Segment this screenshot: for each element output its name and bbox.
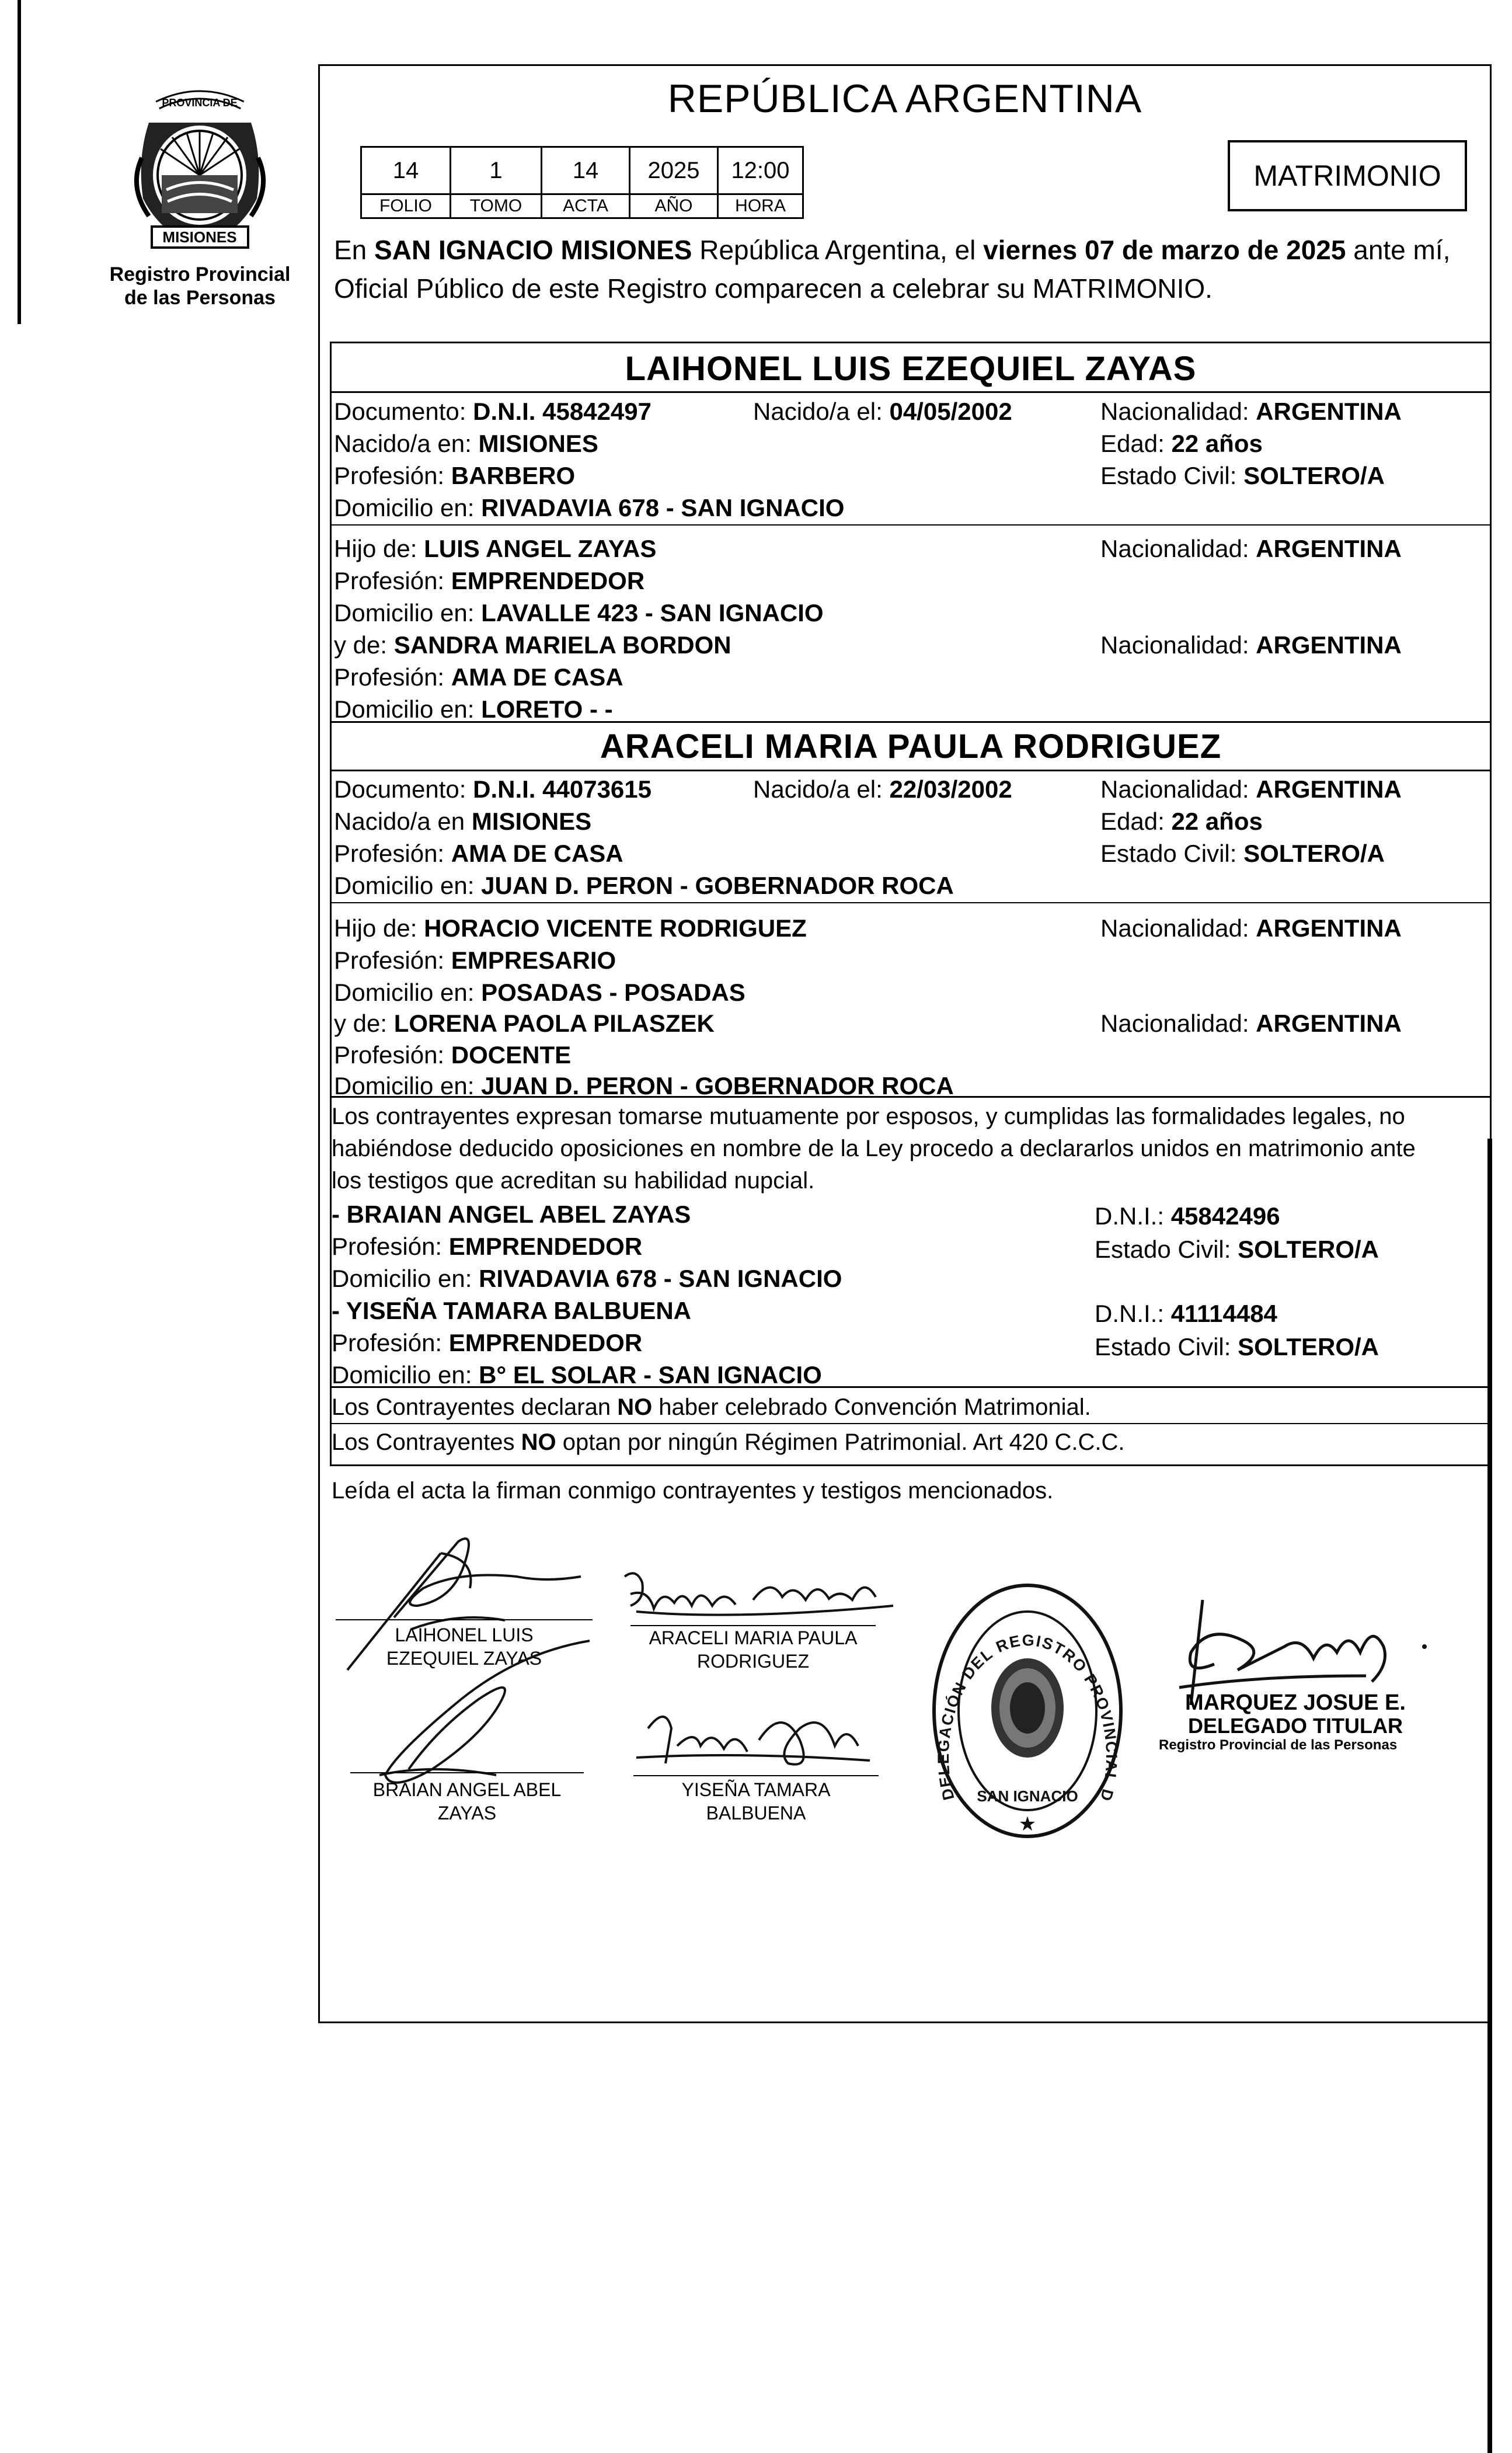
value: EMPRESARIO bbox=[451, 947, 616, 974]
caption-line: LAIHONEL LUIS bbox=[395, 1624, 534, 1645]
label: D.N.I.: bbox=[1095, 1300, 1171, 1327]
party2-mother bbox=[334, 1009, 715, 1038]
divider bbox=[330, 524, 1492, 526]
value: DOCENTE bbox=[451, 1041, 572, 1069]
witness1-address bbox=[332, 1264, 842, 1293]
party1-father bbox=[334, 534, 656, 563]
emblem-bottom-text: MISIONES bbox=[162, 228, 237, 246]
value: LUIS ANGEL ZAYAS bbox=[424, 535, 657, 562]
hour-label: HORA bbox=[718, 194, 803, 218]
value: B° EL SOLAR - SAN IGNACIO bbox=[479, 1361, 822, 1389]
value: SOLTERO/A bbox=[1238, 1236, 1379, 1263]
intro-paragraph bbox=[334, 231, 1487, 308]
party2-father-address bbox=[334, 978, 745, 1007]
value: EMPRENDEDOR bbox=[451, 567, 645, 594]
value: ARGENTINA bbox=[1256, 535, 1402, 562]
convention-line2 bbox=[332, 1428, 1125, 1457]
tomo-label: TOMO bbox=[451, 194, 542, 218]
label: Domicilio en: bbox=[334, 695, 482, 723]
label: Documento: bbox=[334, 775, 473, 803]
acta-value: 14 bbox=[542, 147, 630, 194]
party2-name: ARACELI MARIA PAULA RODRIGUEZ bbox=[600, 728, 1222, 766]
divider bbox=[330, 1423, 1492, 1424]
party1-civil-status bbox=[1100, 461, 1385, 490]
value: - BRAIAN ANGEL ABEL ZAYAS bbox=[332, 1201, 691, 1228]
label: Profesión: bbox=[332, 1233, 449, 1260]
declaration-line2: habiéndose deducido oposiciones en nombre de la Ley procedo a declararlos unidos en matrimonio ante bbox=[332, 1136, 1416, 1161]
label: Nacionalidad: bbox=[1100, 775, 1256, 803]
intro-date: viernes 07 de marzo de 2025 bbox=[983, 235, 1346, 265]
label: Nacionalidad: bbox=[1100, 535, 1256, 562]
declaration-line1: Los contrayentes expresan tomarse mutuamente por esposos, y cumplidas las formalidades legales, no bbox=[332, 1104, 1405, 1129]
party2-mother-address bbox=[334, 1071, 954, 1101]
party1-nationality bbox=[1100, 397, 1402, 426]
witness2-civil-status bbox=[1095, 1332, 1379, 1362]
caption-line: ARACELI MARIA PAULA bbox=[649, 1627, 858, 1648]
label: Profesión: bbox=[334, 947, 451, 974]
text: haber celebrado Convención Matrimonial. bbox=[652, 1394, 1091, 1420]
label: D.N.I.: bbox=[1095, 1202, 1171, 1230]
label: Nacionalidad: bbox=[1100, 1010, 1256, 1037]
label: Estado Civil: bbox=[1100, 462, 1244, 489]
party2-civil-status bbox=[1100, 839, 1385, 868]
witness2-name bbox=[332, 1296, 691, 1325]
value: RIVADAVIA 678 - SAN IGNACIO bbox=[481, 494, 845, 521]
signature-caption-4 bbox=[630, 1778, 882, 1825]
intro-text: República Argentina, el bbox=[692, 235, 984, 265]
value: ARGENTINA bbox=[1256, 631, 1402, 659]
value: MISIONES bbox=[471, 808, 592, 835]
declaration-line3: los testigos que acreditan su habilidad nupcial. bbox=[332, 1168, 815, 1194]
witness1-profession bbox=[332, 1232, 642, 1261]
party2-nationality bbox=[1100, 775, 1402, 804]
official-title: DELEGADO TITULAR bbox=[1188, 1714, 1403, 1738]
divider bbox=[330, 770, 1492, 771]
value: SANDRA MARIELA BORDON bbox=[393, 631, 731, 659]
caption-line: BALBUENA bbox=[706, 1803, 806, 1824]
caption-line: EZEQUIEL ZAYAS bbox=[386, 1648, 542, 1669]
seal-text: DELEGACIÓN DEL REGISTRO PROVINCIAL DE LAS PERSONAS bbox=[921, 1563, 1121, 1804]
value: 04/05/2002 bbox=[889, 398, 1012, 425]
signature-caption-3 bbox=[344, 1778, 590, 1825]
caption-line: RODRIGUEZ bbox=[697, 1651, 809, 1672]
divider bbox=[330, 342, 1492, 343]
scan-edge-left bbox=[18, 0, 21, 324]
value: JUAN D. PERON - GOBERNADOR ROCA bbox=[481, 872, 954, 899]
party1-mother-address bbox=[334, 695, 613, 724]
intro-text: En bbox=[334, 235, 375, 265]
party2-mother-profession bbox=[334, 1041, 571, 1070]
value: JUAN D. PERON - GOBERNADOR ROCA bbox=[481, 1072, 954, 1099]
label: Domicilio en: bbox=[332, 1265, 479, 1292]
value: LAVALLE 423 - SAN IGNACIO bbox=[481, 599, 824, 627]
party2-father bbox=[334, 914, 807, 943]
label: Profesión: bbox=[334, 462, 451, 489]
value: SOLTERO/A bbox=[1243, 840, 1385, 867]
party1-mother bbox=[334, 631, 731, 660]
value: HORACIO VICENTE RODRIGUEZ bbox=[424, 914, 807, 942]
witness1-dni bbox=[1095, 1202, 1280, 1231]
witness2-dni bbox=[1095, 1299, 1277, 1328]
label: Estado Civil: bbox=[1100, 840, 1244, 867]
party2-born-in bbox=[334, 807, 591, 836]
party1-born-in bbox=[334, 429, 598, 458]
party1-father-profession bbox=[334, 566, 644, 596]
label: Nacionalidad: bbox=[1100, 398, 1256, 425]
party1-address bbox=[334, 493, 844, 523]
value: 22 años bbox=[1171, 808, 1263, 835]
divider bbox=[330, 902, 1492, 903]
divider bbox=[330, 1464, 1492, 1466]
hour-value: 12:00 bbox=[718, 147, 803, 194]
party2-age bbox=[1100, 807, 1263, 836]
value: EMPRENDEDOR bbox=[448, 1329, 643, 1356]
value: ARGENTINA bbox=[1256, 398, 1402, 425]
value: SOLTERO/A bbox=[1238, 1333, 1379, 1361]
party2-father-nationality bbox=[1100, 914, 1402, 943]
signature-line bbox=[336, 1619, 593, 1620]
label: Profesión: bbox=[332, 1329, 449, 1356]
party1-mother-nationality bbox=[1100, 631, 1402, 660]
label: Edad: bbox=[1100, 430, 1172, 457]
party1-doc bbox=[334, 397, 652, 426]
party2-born-on bbox=[753, 775, 1012, 804]
signature-caption-2 bbox=[625, 1626, 882, 1673]
signature-line bbox=[350, 1772, 584, 1773]
party1-profession bbox=[334, 461, 575, 490]
emphasis: NO bbox=[521, 1429, 556, 1455]
value: 45842496 bbox=[1170, 1202, 1280, 1230]
party2-mother-nationality bbox=[1100, 1009, 1402, 1038]
label: Nacionalidad: bbox=[1100, 914, 1256, 942]
document-type-box: MATRIMONIO bbox=[1228, 140, 1467, 211]
value: RIVADAVIA 678 - SAN IGNACIO bbox=[479, 1265, 842, 1292]
party1-father-nationality bbox=[1100, 534, 1402, 563]
folio-label: FOLIO bbox=[361, 194, 451, 218]
label: Domicilio en: bbox=[334, 979, 482, 1006]
label: Edad: bbox=[1100, 808, 1172, 835]
value: LORETO - - bbox=[481, 695, 613, 723]
label: Profesión: bbox=[334, 840, 451, 867]
emphasis: NO bbox=[617, 1394, 653, 1420]
party2-address bbox=[334, 871, 954, 900]
seal-star-icon: ★ bbox=[1018, 1812, 1037, 1836]
value: AMA DE CASA bbox=[451, 663, 623, 691]
label: Domicilio en: bbox=[334, 872, 482, 899]
registry-label bbox=[88, 263, 312, 309]
text: Los Contrayentes bbox=[332, 1429, 521, 1455]
witness2-address bbox=[332, 1361, 822, 1390]
country-title: REPÚBLICA ARGENTINA bbox=[667, 76, 1142, 121]
divider bbox=[330, 391, 1492, 393]
label: Nacido/a el: bbox=[753, 398, 890, 425]
official-organization: Registro Provincial de las Personas bbox=[1159, 1737, 1398, 1753]
value: 41114484 bbox=[1170, 1300, 1277, 1327]
label: Domicilio en: bbox=[334, 1072, 482, 1099]
value: ARGENTINA bbox=[1256, 775, 1402, 803]
signature-line bbox=[633, 1775, 879, 1776]
official-name: MARQUEZ JOSUE E. bbox=[1185, 1690, 1406, 1715]
signature-yisena-icon bbox=[625, 1693, 893, 1781]
label: Nacionalidad: bbox=[1100, 631, 1256, 659]
party2-profession bbox=[334, 839, 623, 868]
value: D.N.I. 44073615 bbox=[473, 775, 652, 803]
signature-araceli-icon bbox=[619, 1565, 899, 1629]
official-seal-icon bbox=[921, 1563, 1127, 1845]
label: Estado Civil: bbox=[1095, 1333, 1238, 1361]
label: Profesión: bbox=[334, 1041, 451, 1069]
value: 22/03/2002 bbox=[889, 775, 1012, 803]
value: D.N.I. 45842497 bbox=[473, 398, 652, 425]
party1-mother-profession bbox=[334, 663, 623, 692]
seal-city: SAN IGNACIO bbox=[977, 1787, 1078, 1805]
label: Nacido/a en: bbox=[334, 430, 479, 457]
intro-text: ante mí, bbox=[1346, 235, 1451, 265]
party1-father-address bbox=[334, 599, 824, 628]
value: SOLTERO/A bbox=[1243, 462, 1385, 489]
record-table bbox=[360, 146, 804, 219]
acta-label: ACTA bbox=[542, 194, 630, 218]
intro-line2: Oficial Público de este Registro comparecen a celebrar su MATRIMONIO. bbox=[334, 273, 1213, 304]
label: y de: bbox=[334, 631, 394, 659]
text: Los Contrayentes declaran bbox=[332, 1394, 618, 1420]
label: Nacido/a en bbox=[334, 808, 472, 835]
year-value: 2025 bbox=[630, 147, 718, 194]
value: ARGENTINA bbox=[1256, 1010, 1402, 1037]
label: Domicilio en: bbox=[334, 599, 482, 627]
value: ARGENTINA bbox=[1256, 914, 1402, 942]
value: 22 años bbox=[1171, 430, 1263, 457]
witness1-civil-status bbox=[1095, 1235, 1379, 1264]
registry-emblem-icon bbox=[126, 88, 274, 257]
caption-line: BRAIAN ANGEL ABEL bbox=[372, 1779, 562, 1800]
closing-statement: Leída el acta la firman conmigo contrayentes y testigos mencionados. bbox=[332, 1478, 1054, 1504]
value: POSADAS - POSADAS bbox=[481, 979, 745, 1006]
label: Nacido/a el: bbox=[753, 775, 890, 803]
label: Profesión: bbox=[334, 567, 451, 594]
caption-line: YISEÑA TAMARA bbox=[681, 1779, 831, 1800]
emblem-top-text: PROVINCIA DE bbox=[162, 97, 238, 109]
intro-line1 bbox=[334, 231, 1487, 269]
party1-born-on bbox=[753, 397, 1012, 426]
label: Hijo de: bbox=[334, 535, 424, 562]
value: EMPRENDEDOR bbox=[448, 1233, 643, 1260]
party2-doc bbox=[334, 775, 652, 804]
registry-label-line2: de las Personas bbox=[124, 287, 276, 309]
label: Domicilio en: bbox=[334, 494, 482, 521]
party1-age bbox=[1100, 429, 1263, 458]
folio-value: 14 bbox=[361, 147, 451, 194]
value: MISIONES bbox=[478, 430, 598, 457]
label: Profesión: bbox=[334, 663, 451, 691]
registry-label-line1: Registro Provincial bbox=[109, 263, 291, 286]
value: AMA DE CASA bbox=[451, 840, 623, 867]
value: LORENA PAOLA PILASZEK bbox=[393, 1010, 715, 1037]
label: y de: bbox=[334, 1010, 394, 1037]
party1-name: LAIHONEL LUIS EZEQUIEL ZAYAS bbox=[625, 350, 1197, 388]
tomo-value: 1 bbox=[451, 147, 542, 194]
text: optan por ningún Régimen Patrimonial. Art 420 C.C.C. bbox=[556, 1429, 1125, 1455]
witness2-profession bbox=[332, 1328, 642, 1358]
intro-place: SAN IGNACIO MISIONES bbox=[374, 235, 692, 265]
caption-line: ZAYAS bbox=[437, 1803, 497, 1824]
label: Hijo de: bbox=[334, 914, 424, 942]
label: Documento: bbox=[334, 398, 473, 425]
party2-father-profession bbox=[334, 946, 616, 975]
value: - YISEÑA TAMARA BALBUENA bbox=[332, 1297, 691, 1324]
witness1-name bbox=[332, 1200, 691, 1229]
value: BARBERO bbox=[451, 462, 576, 489]
convention-line1 bbox=[332, 1393, 1091, 1422]
year-label: AÑO bbox=[630, 194, 718, 218]
label: Estado Civil: bbox=[1095, 1236, 1238, 1263]
label: Domicilio en: bbox=[332, 1361, 479, 1389]
